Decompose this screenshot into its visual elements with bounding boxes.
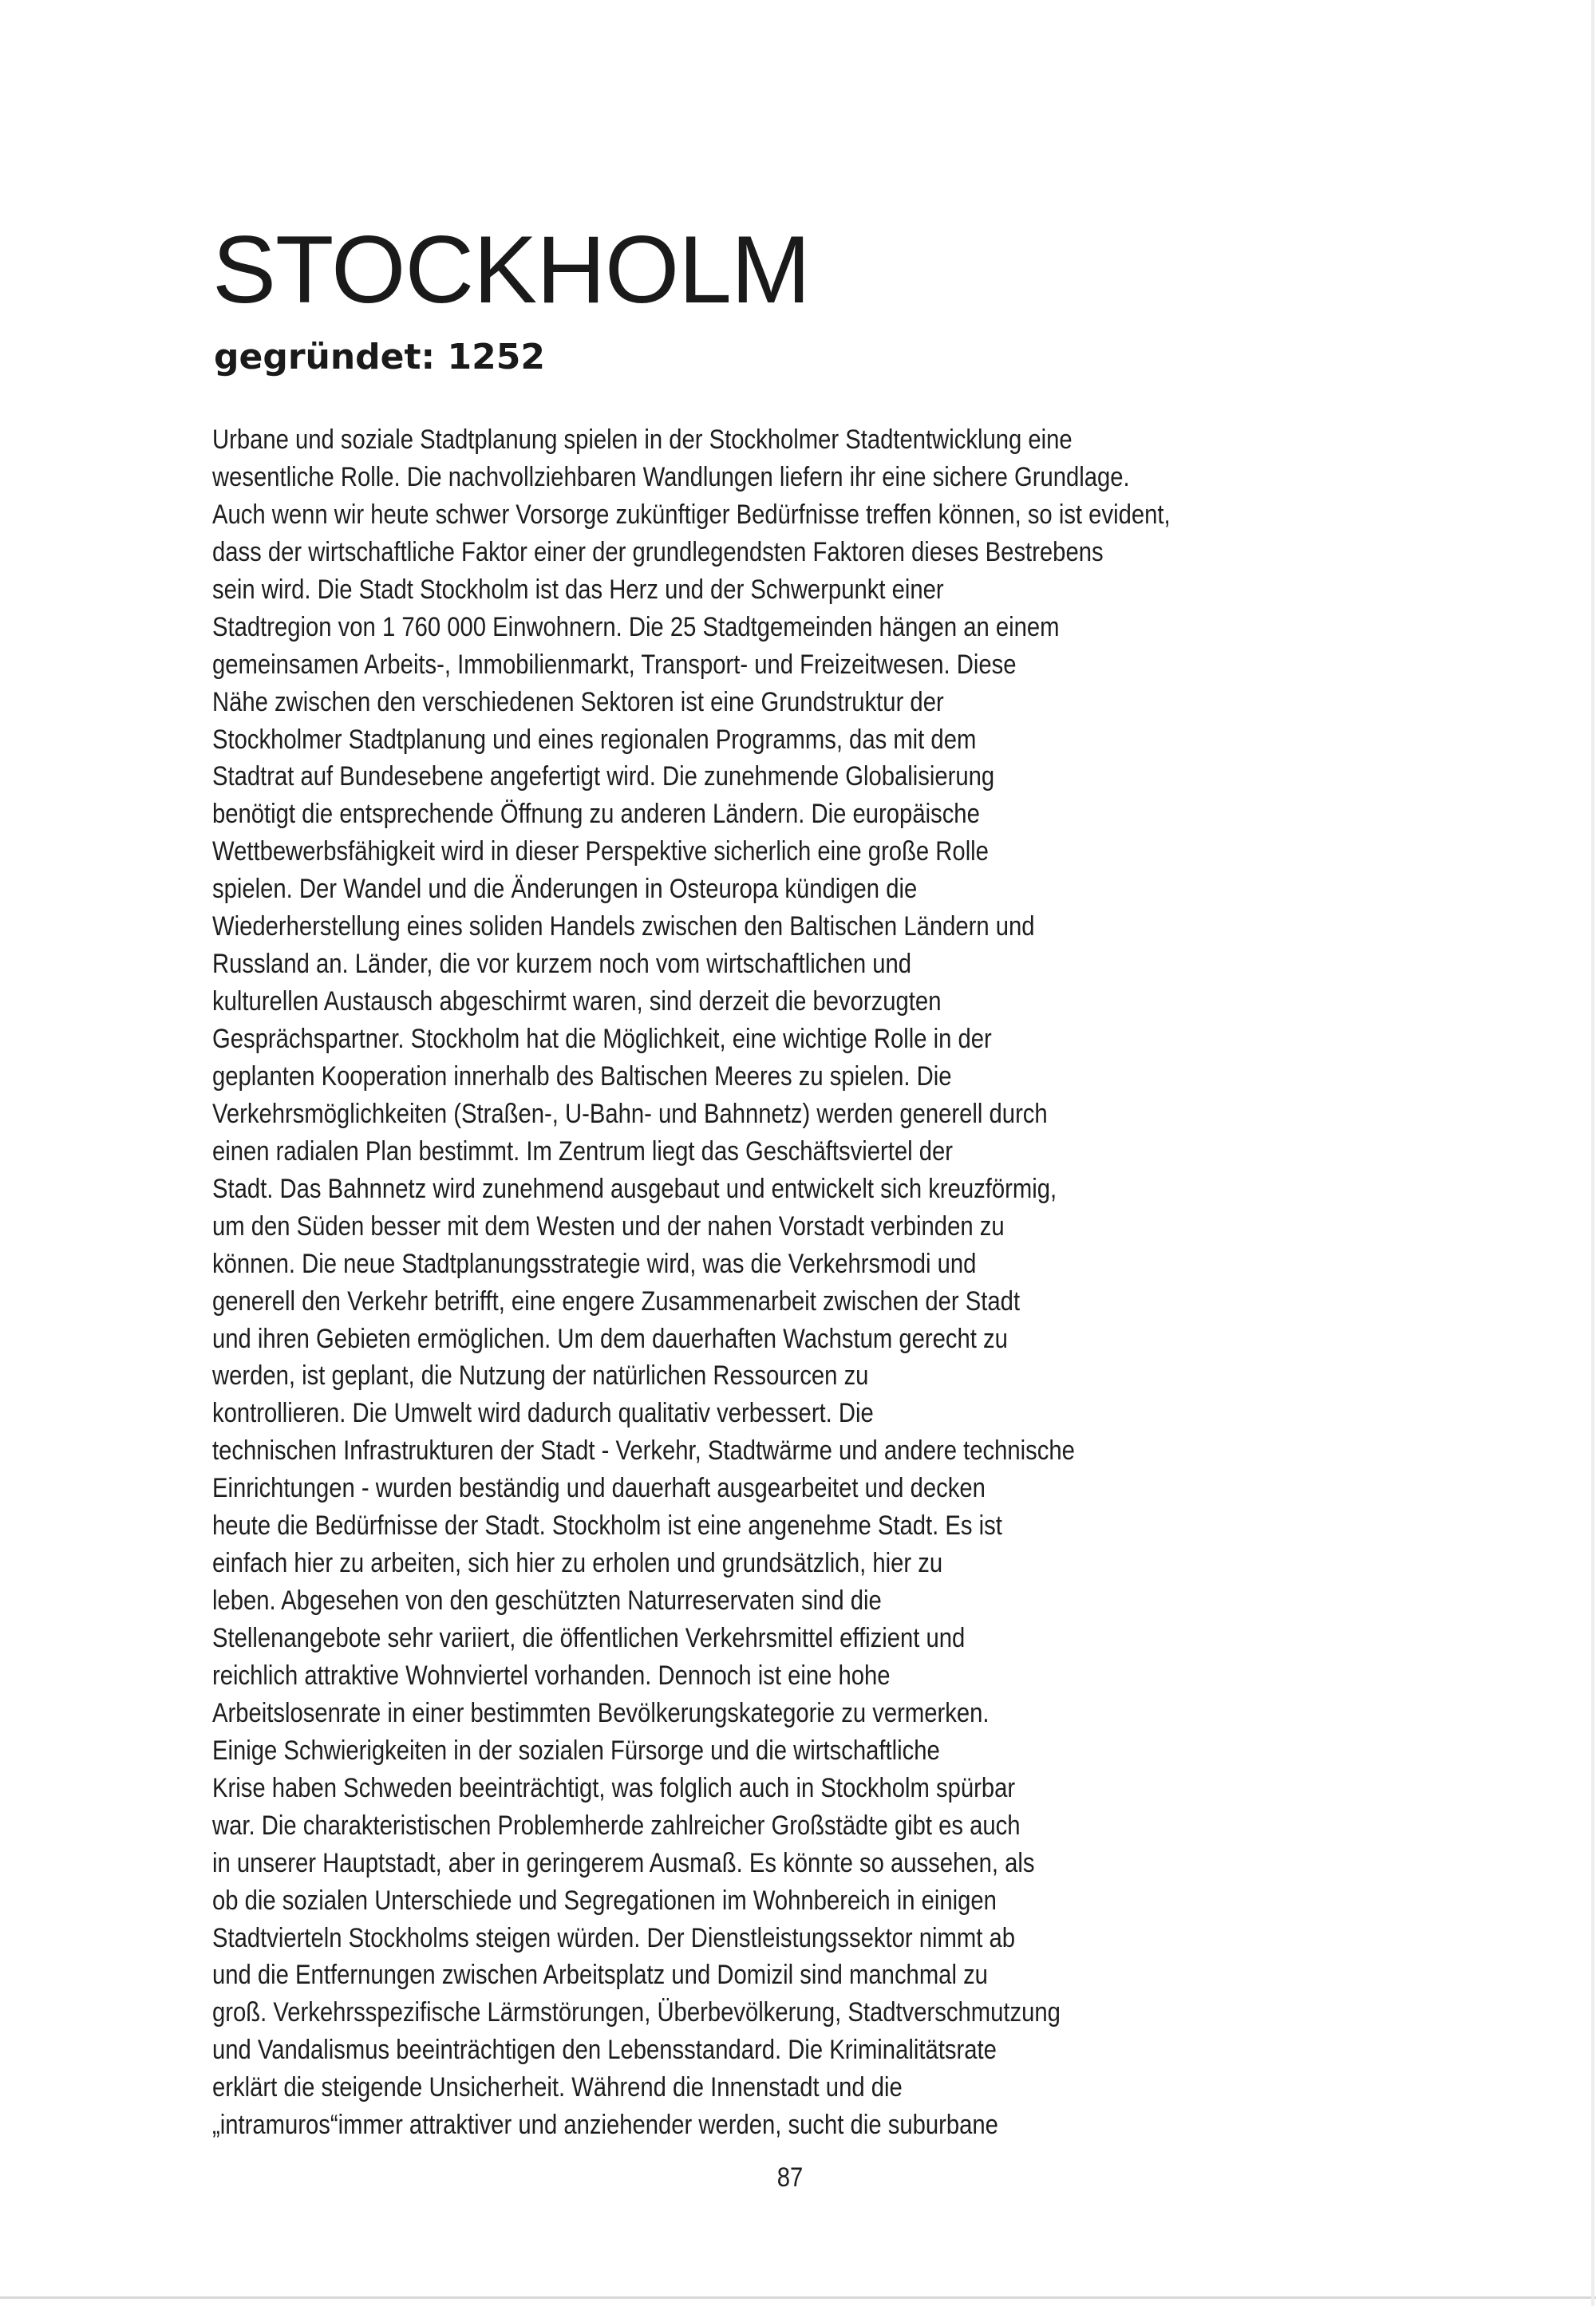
text-line: Wettbewerbsfähigkeit wird in dieser Perspektive sicherlich eine große Rolle: [212, 836, 989, 867]
text-line: Russland an. Länder, die vor kurzem noch vom wirtschaftlichen und: [212, 949, 912, 980]
text-line: generell den Verkehr betrifft, eine engere Zusammenarbeit zwischen der Stadt: [212, 1285, 1021, 1317]
text-line: Stadtrat auf Bundesebene angefertigt wird. Die zunehmende Globalisierung: [212, 761, 995, 792]
founding-date-subtitle: gegründet: 1252: [214, 337, 545, 377]
text-line: Auch wenn wir heute schwer Vorsorge zukünftiger Bedürfnisse treffen können, so ist evident,: [212, 499, 1171, 530]
text-line: kontrollieren. Die Umwelt wird dadurch qualitativ verbessert. Die: [212, 1398, 874, 1429]
text-line: dass der wirtschaftliche Faktor einer der grundlegendsten Faktoren dieses Bestrebens: [212, 536, 1104, 567]
text-line: Verkehrsmöglichkeiten (Straßen-, U-Bahn- und Bahnnetz) werden generell durch: [212, 1098, 1048, 1129]
text-line: werden, ist geplant, die Nutzung der natürlichen Ressourcen zu: [212, 1360, 869, 1392]
text-line: einfach hier zu arbeiten, sich hier zu erholen und grundsätzlich, hier zu: [212, 1548, 943, 1579]
text-line: Stadtregion von 1 760 000 Einwohnern. Die 25 Stadtgemeinden hängen an einem: [212, 611, 1060, 642]
text-line: können. Die neue Stadtplanungsstrategie wird, was die Verkehrsmodi und: [212, 1248, 977, 1279]
text-line: Stellenangebote sehr variiert, die öffentlichen Verkehrsmittel effizient und: [212, 1623, 966, 1653]
text-line: Einrichtungen - wurden beständig und dauerhaft ausgearbeitet und decken: [212, 1473, 986, 1504]
text-line: kulturellen Austausch abgeschirmt waren, sind derzeit die bevorzugten: [212, 986, 942, 1017]
text-line: leben. Abgesehen von den geschützten Naturreservaten sind die: [212, 1585, 882, 1617]
body-text: [212, 421, 1489, 2144]
text-line: geplanten Kooperation innerhalb des Baltischen Meeres zu spielen. Die: [212, 1060, 952, 1092]
text-line: spielen. Der Wandel und die Änderungen in Osteuropa kündigen die: [212, 874, 918, 905]
text-line: Wiederherstellung eines soliden Handels zwischen den Baltischen Ländern und: [212, 911, 1035, 942]
text-line: gemeinsamen Arbeits-, Immobilienmarkt, Transport- und Freizeitwesen. Diese: [212, 649, 1017, 680]
text-line: reichlich attraktive Wohnviertel vorhanden. Dennoch ist eine hohe: [212, 1660, 891, 1691]
text-line: um den Süden besser mit dem Westen und der nahen Vorstadt verbinden zu: [212, 1210, 1005, 1242]
text-line: wesentliche Rolle. Die nachvollziehbaren Wandlungen liefern ihr eine sichere Grundlage.: [212, 461, 1130, 492]
text-line: und die Entfernungen zwischen Arbeitsplatz und Domizil sind manchmal zu: [212, 1960, 988, 1991]
text-line: und Vandalismus beeinträchtigen den Lebensstandard. Die Kriminalitätsrate: [212, 2035, 997, 2066]
page-number: 87: [776, 2162, 804, 2193]
text-line: Arbeitslosenrate in einer bestimmten Bevölkerungskategorie zu vermerken.: [212, 1697, 990, 1728]
text-line: Stadtvierteln Stockholms steigen würden. Der Dienstleistungssektor nimmt ab: [212, 1922, 1015, 1953]
text-line: Urbane und soziale Stadtplanung spielen in der Stockholmer Stadtentwicklung eine: [212, 424, 1073, 455]
page-title: STOCKHOLM: [212, 216, 810, 323]
text-line: war. Die charakteristischen Problemherde zahlreicher Großstädte gibt es auch: [212, 1810, 1021, 1841]
scan-edge-divider: [0, 2296, 1596, 2299]
text-line: heute die Bedürfnisse der Stadt. Stockholm ist eine angenehme Stadt. Es ist: [212, 1510, 1002, 1542]
text-line: in unserer Hauptstadt, aber in geringerem Ausmaß. Es könnte so aussehen, als: [212, 1847, 1035, 1878]
text-line: sein wird. Die Stadt Stockholm ist das Herz und der Schwerpunkt einer: [212, 574, 944, 605]
text-line: groß. Verkehrsspezifische Lärmstörungen, Überbevölkerung, Stadtverschmutzung: [212, 1997, 1061, 2028]
text-line: Einige Schwierigkeiten in der sozialen Fürsorge und die wirtschaftliche: [212, 1735, 940, 1766]
text-line: „intramuros“immer attraktiver und anziehender werden, sucht die suburbane: [212, 2110, 998, 2141]
text-line: benötigt die entsprechende Öffnung zu anderen Ländern. Die europäische: [212, 799, 980, 830]
text-line: einen radialen Plan bestimmt. Im Zentrum liegt das Geschäftsviertel der: [212, 1135, 953, 1167]
text-line: ob die sozialen Unterschiede und Segregationen im Wohnbereich in einigen: [212, 1885, 997, 1916]
text-line: Krise haben Schweden beeinträchtigt, was folglich auch in Stockholm spürbar: [212, 1772, 1016, 1803]
text-line: Stadt. Das Bahnnetz wird zunehmend ausgebaut und entwickelt sich kreuzförmig,: [212, 1173, 1057, 1204]
scan-edge-shadow: [1591, 0, 1594, 2306]
text-line: Nähe zwischen den verschiedenen Sektoren ist eine Grundstruktur der: [212, 686, 944, 717]
text-line: erklärt die steigende Unsicherheit. Während die Innenstadt und die: [212, 2072, 903, 2103]
text-line: und ihren Gebieten ermöglichen. Um dem dauerhaften Wachstum gerecht zu: [212, 1323, 1008, 1354]
text-line: Gesprächspartner. Stockholm hat die Möglichkeit, eine wichtige Rolle in der: [212, 1024, 992, 1054]
text-line: technischen Infrastrukturen der Stadt - Verkehr, Stadtwärme und andere technische: [212, 1435, 1075, 1467]
text-line: Stockholmer Stadtplanung und eines regionalen Programms, das mit dem: [212, 724, 977, 755]
